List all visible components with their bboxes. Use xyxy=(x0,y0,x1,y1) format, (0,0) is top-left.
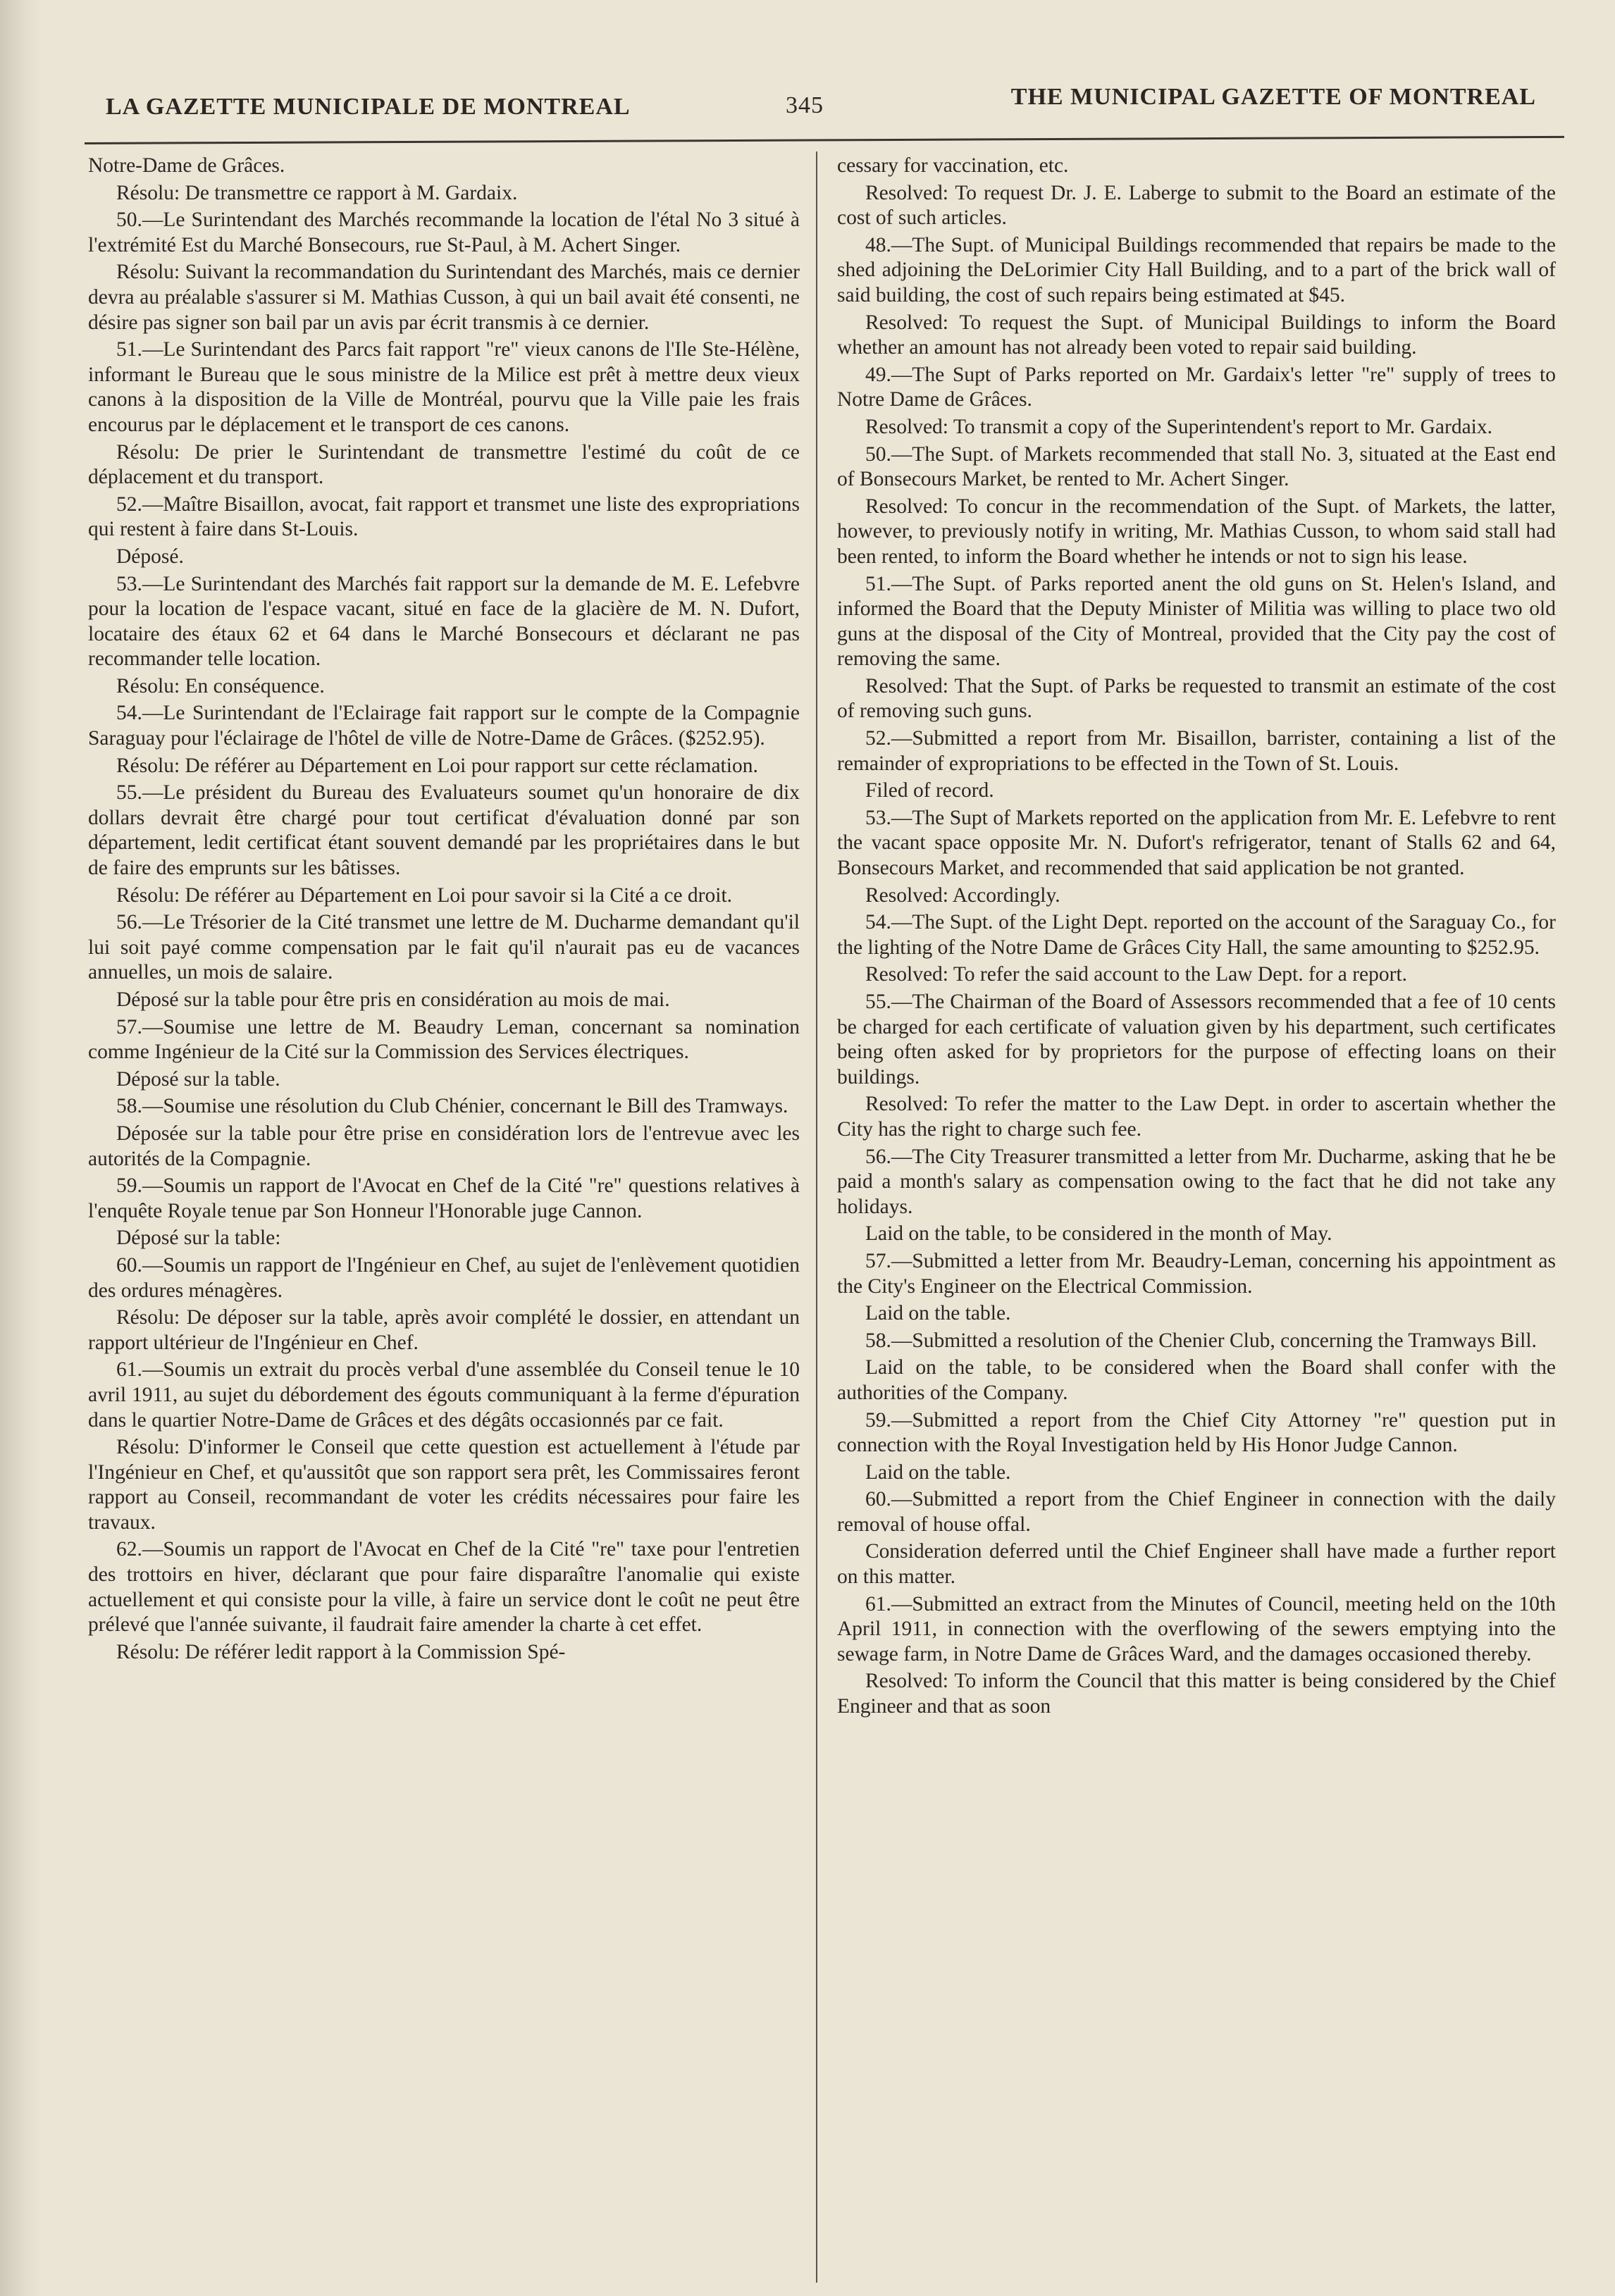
paragraph: Déposé sur la table: xyxy=(116,1227,281,1250)
paragraph: Resolved: To refer the said account to the Law Dept. for a report. xyxy=(865,963,1408,986)
paragraph: Notre-Dame de Grâces. xyxy=(88,154,285,177)
paragraph: Résolu: De prier le Surintendant de transmettre l'estimé du coût de ce déplacement et du transport. xyxy=(88,440,800,489)
paragraph: Résolu: De référer au Département en Loi pour rapport sur cette réclamation. xyxy=(116,754,758,777)
paragraph: Resolved: Accordingly. xyxy=(865,883,1060,907)
paragraph: Résolu: De déposer sur la table, après avoir complété le dossier, en attendant un rapport ultérieur de l'Ingénieur en Chef. xyxy=(88,1306,800,1354)
paragraph: 51.—The Supt. of Parks reported anent the old guns on St. Helen's Island, and informed the Board that the Deputy Minister of Militia was willing to place two old guns at the disposal of the City of Montreal, provided that the City pay the cost of removing the same. xyxy=(837,572,1556,671)
paragraph: 50.—Le Surintendant des Marchés recommande la location de l'étal No 3 situé à l'extrémité Est du Marché Bonsecours, rue St-Paul, à M. Achert Singer. xyxy=(88,209,800,256)
paragraph: 61.—Submitted an extract from the Minutes of Council, meeting held on the 10th April 1911, in connection with the overflowing of the sewers emptying into the sewage farm, in Notre Dame de Grâces Ward, and the damages occasioned thereby. xyxy=(837,1592,1556,1665)
paragraph: 49.—The Supt of Parks reported on Mr. Gardaix's letter "re" supply of trees to Notre Dame de Grâces. xyxy=(837,363,1556,411)
paragraph: 54.—Le Surintendant de l'Eclairage fait rapport sur le compte de la Compagnie Saraguay pour l'éclairage de l'hôtel de ville de Notre-Dame de Grâces. ($252.95). xyxy=(88,702,800,750)
paragraph: 60.—Soumis un rapport de l'Ingénieur en Chef, au sujet de l'enlèvement quotidien des ordures ménagères. xyxy=(88,1253,800,1302)
paragraph: 51.—Le Surintendant des Parcs fait rapport "re" vieux canons de l'Ile Ste-Hélène, informant le Bureau que le sous ministre de la Milice est prêt à mettre deux vieux canons à la disposition de la Ville de Montréal, pourvu que la Ville paie les frais encourus par le déplacement et le transport de ces canons. xyxy=(88,338,800,436)
paragraph: 55.—Le président du Bureau des Evaluateurs soumet qu'un honoraire de dix dollars devrait être chargé pour tout certificat d'évaluation donné par son département, ledit certificat étant souvent demandé par les propriétaires dans le but de faire des emprunts sur les bâtisses. xyxy=(88,781,800,880)
paragraph: 52.—Submitted a report from Mr. Bisaillon, barrister, containing a list of the remainder of expropriations to be effected in the Town of St. Louis. xyxy=(837,727,1556,775)
column-divider xyxy=(816,151,817,2283)
paragraph: Resolved: To refer the matter to the Law Dept. in order to ascertain whether the City has the right to charge such fee. xyxy=(837,1093,1556,1141)
paragraph: Resolved: To transmit a copy of the Superintendent's report to Mr. Gardaix. xyxy=(865,415,1492,438)
english-column xyxy=(837,154,1556,2267)
paragraph: 48.—The Supt. of Municipal Buildings recommended that repairs be made to the shed adjoining the DeLorimier City Hall Building, and to a part of the brick wall of said building, the cost of such repairs being estimated at $45. xyxy=(837,233,1556,306)
paragraph: Résolu: D'informer le Conseil que cette question est actuellement à l'étude par l'Ingénieur en Chef, et qu'aussitôt que son rapport sera prêt, les Commissaires feront rapport au Conseil, recommandant de voter les crédits nécessaires pour faire les travaux. xyxy=(88,1436,800,1534)
paragraph: Déposé sur la table pour être pris en considération au mois de mai. xyxy=(116,988,670,1011)
paragraph: Résolu: De référer au Département en Loi pour savoir si la Cité a ce droit. xyxy=(116,883,733,907)
paragraph: 56.—The City Treasurer transmitted a letter from Mr. Ducharme, asking that he be paid a month's salary as compensation owing to the fact that he did not take any holidays. xyxy=(837,1145,1556,1218)
paragraph: cessary for vaccination, etc. xyxy=(837,154,1069,177)
paragraph: 57.—Soumise une lettre de M. Beaudry Leman, concernant sa nomination comme Ingénieur de la Cité sur la Commission des Services électriques. xyxy=(88,1015,800,1064)
paragraph: 57.—Submitted a letter from Mr. Beaudry-Leman, concerning his appointment as the City's Engineer on the Electrical Commission. xyxy=(837,1249,1556,1298)
french-column xyxy=(88,154,800,2267)
page-header xyxy=(106,81,1536,137)
paragraph: Laid on the table. xyxy=(865,1302,1011,1325)
paragraph: 56.—Le Trésorier de la Cité transmet une lettre de M. Ducharme demandant qu'il lui soit payé comme compensation par le fait qu'il n'aurait pas eu de vacances annuelles, un mois de salaire. xyxy=(88,911,800,984)
paragraph: Resolved: To concur in the recommendation of the Supt. of Markets, the latter, however, to previously notify in writing, Mr. Mathias Cusson, to whom said stall had been rented, to inform the Board whether he intends or not to sign his lease. xyxy=(837,495,1556,568)
paragraph: Laid on the table, to be considered in the month of May. xyxy=(865,1222,1332,1246)
paragraph: Resolved: To inform the Council that this matter is being considered by the Chief Engineer and that as soon xyxy=(837,1670,1556,1718)
paragraph: 58.—Submitted a resolution of the Chenier Club, concerning the Tramways Bill. xyxy=(865,1329,1537,1352)
paragraph: 52.—Maître Bisaillon, avocat, fait rapport et transmet une liste des expropriations qui restent à faire dans St-Louis. xyxy=(88,492,800,541)
paragraph: Résolu: De transmettre ce rapport à M. Gardaix. xyxy=(116,181,518,204)
paragraph: 53.—Le Surintendant des Marchés fait rapport sur la demande de M. E. Lefebvre pour la location de l'espace vacant, situé en face de la glacière de M. N. Dufort, locataire des étaux 62 et 64 dans le Marché Bonsecours et déclarant ne pas recommander telle location. xyxy=(88,572,800,671)
paragraph: 58.—Soumise une résolution du Club Chénier, concernant le Bill des Tramways. xyxy=(116,1095,788,1118)
binding-shadow xyxy=(0,0,42,2296)
paragraph: Résolu: De référer ledit rapport à la Commission Spé- xyxy=(116,1640,566,1663)
paragraph: Consideration deferred until the Chief Engineer shall have made a further report on this matter. xyxy=(837,1540,1556,1589)
paragraph: 61.—Soumis un extrait du procès verbal d'une assemblée du Conseil tenue le 10 avril 1911, au sujet du débordement des égouts communiquant à la ferme d'épuration dans le quartier Notre-Dame de Grâces et des dégâts occasionnés par ce fait. xyxy=(88,1358,800,1432)
paragraph: Déposé. xyxy=(116,545,184,568)
paragraph: Resolved: That the Supt. of Parks be requested to transmit an estimate of the cost of removing such guns. xyxy=(837,674,1556,723)
paragraph: 59.—Submitted a report from the Chief City Attorney "re" question put in connection with the Royal Investigation held by His Honor Judge Cannon. xyxy=(837,1408,1556,1457)
paragraph: 53.—The Supt of Markets reported on the application from Mr. E. Lefebvre to rent the vacant space opposite Mr. N. Dufort's refrigerator, tenant of Stalls 62 and 64, Bonsecours Market, and recommended that said application be not granted. xyxy=(837,806,1556,880)
paragraph: Laid on the table. xyxy=(865,1460,1011,1484)
paragraph: Déposé sur la table. xyxy=(116,1067,280,1091)
paragraph: Filed of record. xyxy=(865,779,994,802)
paragraph: Resolved: To request the Supt. of Municipal Buildings to inform the Board whether an amount has not already been voted to repair said building. xyxy=(837,311,1556,359)
header-title-english: THE MUNICIPAL GAZETTE OF MONTREAL xyxy=(1010,84,1536,110)
paragraph: 60.—Submitted a report from the Chief Engineer in connection with the daily removal of house offal. xyxy=(837,1488,1556,1536)
paragraph: 59.—Soumis un rapport de l'Avocat en Chef de la Cité "re" questions relatives à l'enquête Royale tenue par Son Honneur l'Honorable juge Cannon. xyxy=(88,1174,800,1222)
paragraph: Résolu: Suivant la recommandation du Surintendant des Marchés, mais ce dernier devra au préalable s'assurer si M. Mathias Cusson, à qui un bail avait été consenti, ne désire pas signer son bail par un avis par écrit transmis à ce dernier. xyxy=(88,261,800,334)
page-number: 345 xyxy=(786,92,824,118)
paragraph: Resolved: To request Dr. J. E. Laberge to submit to the Board an estimate of the cost of such articles. xyxy=(837,181,1556,230)
paragraph: 55.—The Chairman of the Board of Assessors recommended that a fee of 10 cents be charged for each certificate of valuation given by his department, such certificates being often asked for by proprietors for the purpose of effecting loans on their buildings. xyxy=(837,991,1556,1088)
paragraph: 50.—The Supt. of Markets recommended that stall No. 3, situated at the East end of Bonsecours Market, be rented to Mr. Achert Singer. xyxy=(837,442,1556,491)
paragraph: Laid on the table, to be considered when the Board shall confer with the authorities of the Company. xyxy=(837,1356,1556,1404)
paragraph: Résolu: En conséquence. xyxy=(116,674,325,697)
paragraph: 54.—The Supt. of the Light Dept. reported on the account of the Saraguay Co., for the lighting of the Notre Dame de Grâces City Hall, the same amounting to $252.95. xyxy=(837,911,1556,959)
paragraph: Déposée sur la table pour être prise en considération lors de l'entrevue avec les autorités de la Compagnie. xyxy=(88,1122,800,1170)
header-title-french: LA GAZETTE MUNICIPALE DE MONTREAL xyxy=(106,94,631,120)
paragraph: 62.—Soumis un rapport de l'Avocat en Chef de la Cité "re" taxe pour l'entretien des trottoirs en hiver, déclarant que pour faire disparaître l'anomalie qui existe actuellement et qui consiste pour la ville, à faire un service dont le coût ne peut être prélevé que l'année suivante, il faudrait faire amender la charte à cet effet. xyxy=(88,1538,800,1637)
